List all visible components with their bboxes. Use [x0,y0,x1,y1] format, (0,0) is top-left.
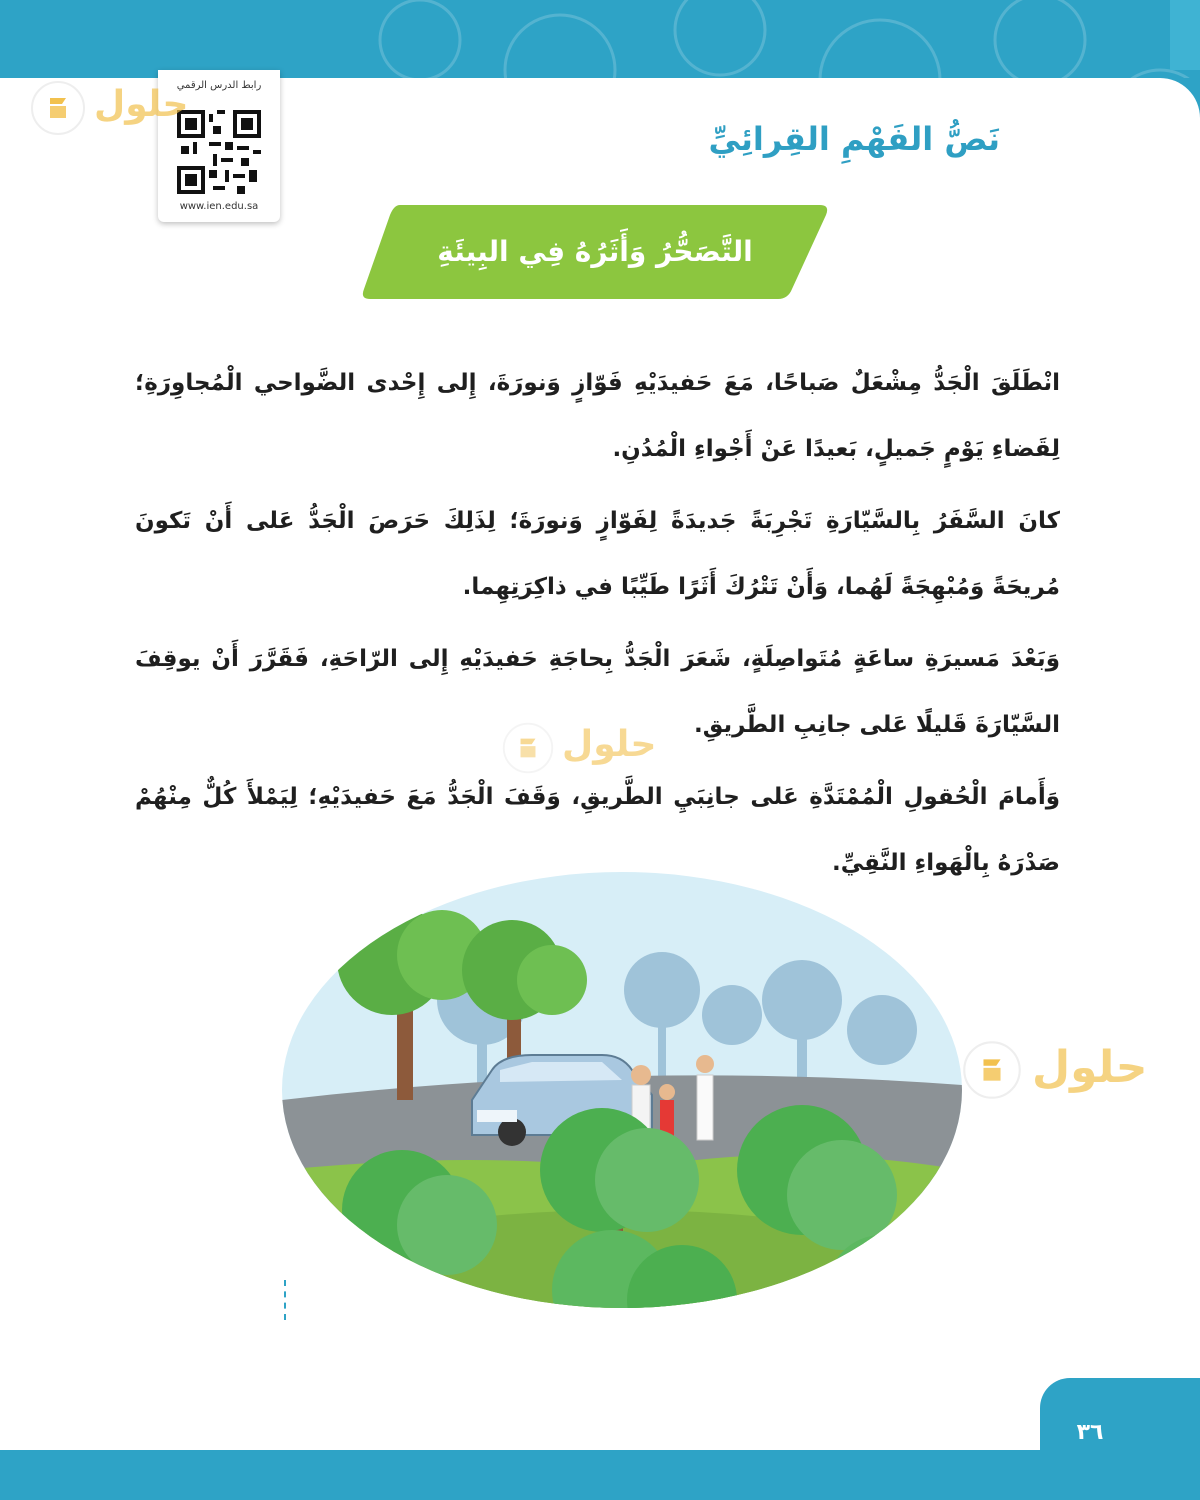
qr-code-icon[interactable] [177,110,261,194]
side-mark [284,1280,288,1320]
title-banner [360,205,830,299]
watermark-logo-bottom [960,1038,1160,1108]
paragraph-4: وَأَمامَ الْحُقولِ الْمُمْتَدَّةِ عَلى جانِبَيِ الطَّريقِ، وَقَفَ الْجَدُّ مَعَ حَفيدَيْهِ؛ لِيَمْلأَ كُلٌّ مِنْهُمْ صَدْرَهُ بِالْهَواءِ النَّقِيِّ. [135,784,1060,876]
watermark-text: حلول [1032,1042,1148,1093]
page-number-tab [1040,1378,1200,1460]
section-heading: نَصُّ الفَهْمِ القِرائِيِّ [708,120,1000,158]
lesson-title: التَّصَحُّرُ وَأَثَرُهُ فِي البِيئَةِ [437,235,753,268]
paragraph-1: انْطَلَقَ الْجَدُّ مِشْعَلٌ صَباحًا، مَعَ حَفيدَيْهِ فَوّازٍ وَنورَةَ، إِلى إِحْدى الضَّواحي الْمُجاوِرَةِ؛ لِقَضاءِ يَوْمٍ جَميلٍ، بَعيدًا عَنْ أَجْواءِ الْمُدُنِ. [135,370,1060,462]
card-corner-inner [1060,78,1200,378]
watermark-logo-top [28,78,189,138]
paragraph-3: وَبَعْدَ مَسيرَةِ ساعَةٍ مُتَواصِلَةٍ، شَعَرَ الْجَدُّ بِحاجَةِ حَفيدَيْهِ إِلى الرّاحَةِ، فَقَرَّرَ أَنْ يوقِفَ السَّيّارَةَ قَليلًا عَلى جانِبِ الطَّريقِ. [135,646,1060,738]
qr-url[interactable]: www.ien.edu.sa [179,201,259,212]
watermark-badge-icon [28,78,88,138]
page-number: ٣٦ [1076,1420,1104,1445]
bottom-bar [0,1450,1200,1500]
watermark-badge-icon [960,1038,1024,1102]
watermark-text: حلول [94,84,189,125]
right-strip [1170,0,1200,70]
story-text [135,350,1060,902]
qr-caption: رابط الدرس الرقمي [176,80,262,91]
watermark-text: حلول [562,724,657,765]
story-illustration [282,870,962,1350]
paragraph-2: كانَ السَّفَرُ بِالسَّيّارَةِ تَجْرِبَةً جَديدَةً لِفَوّازٍ وَنورَةَ؛ لِذَلِكَ حَرَصَ الْجَدُّ عَلى أَنْ تَكونَ مُريحَةً وَمُبْهِجَةً لَهُما، وَأَنْ تَتْرُكَ أَثَرًا طَيِّبًا في ذاكِرَتِهِما. [135,508,1060,600]
